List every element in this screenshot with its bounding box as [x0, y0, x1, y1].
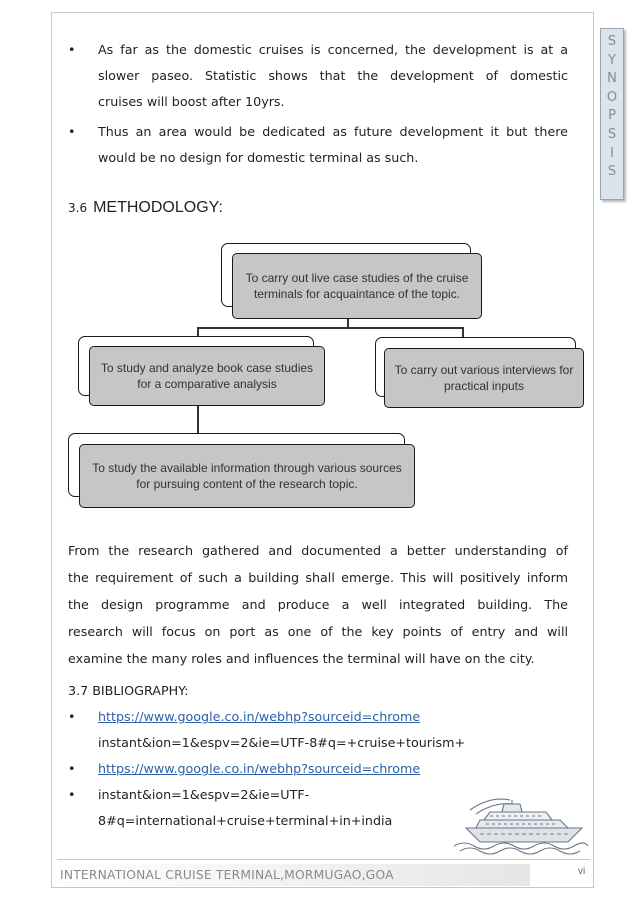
- connector-line: [462, 327, 464, 337]
- bibliography-row: [68, 756, 568, 782]
- bullet-marker: •: [68, 709, 76, 724]
- synopsis-side-tab: [600, 28, 624, 200]
- flow-box-live-case-studies: [232, 253, 482, 319]
- tab-letter: N: [607, 71, 617, 87]
- paragraph-line: the design programme and produce a well integrated building. The: [68, 597, 568, 612]
- bibliography-link[interactable]: https://www.google.co.in/webhp?sourceid=chrome: [98, 709, 421, 724]
- paragraph-line: examine the many roles and influences the terminal will have on the city.: [68, 651, 535, 666]
- footer-title: INTERNATIONAL CRUISE TERMINAL,MORMUGAO,GOA: [60, 864, 530, 886]
- tab-letter: I: [610, 145, 614, 161]
- bullet-line: Thus an area would be dedicated as future development it but there: [98, 124, 568, 139]
- bullet-marker: •: [68, 124, 76, 139]
- paragraph-line: research will focus on port as one of the key points of entry and will: [68, 624, 568, 639]
- footer-divider: [57, 859, 590, 860]
- bibliography-heading: 3.7 BIBLIOGRAPHY:: [68, 683, 189, 698]
- bullet-line: cruises will boost after 10yrs.: [98, 94, 285, 109]
- intro-bullet: [68, 37, 568, 115]
- intro-bullet-list: [68, 37, 568, 171]
- bullet-marker: •: [68, 787, 76, 802]
- research-paragraph: [68, 537, 568, 672]
- paragraph-line: the requirement of such a building shall emerge. This will positively inform: [68, 570, 568, 585]
- flow-box-text: To study the available information through various sources for pursuing content of the research topic.: [92, 461, 402, 491]
- intro-bullet: [68, 119, 568, 171]
- bibliography-text: 8#q=international+cruise+terminal+in+india: [98, 813, 393, 828]
- section-number: 3.6: [68, 201, 88, 215]
- bullet-line: As far as the domestic cruises is concerned, the development is at a: [98, 42, 568, 57]
- paragraph-line: From the research gathered and documented a better understanding of: [68, 543, 568, 558]
- cruise-ship-illustration: [450, 790, 590, 856]
- tab-letter: Y: [608, 52, 616, 68]
- bibliography-link[interactable]: https://www.google.co.in/webhp?sourceid=chrome: [98, 761, 421, 776]
- bibliography-row: [68, 704, 568, 730]
- tab-letter: S: [607, 126, 617, 142]
- tab-letter: O: [606, 89, 618, 105]
- bibliography-row: [68, 730, 568, 756]
- page-number: vi: [578, 866, 586, 877]
- flow-box-text: To study and analyze book case studies for a comparative analysis: [100, 361, 314, 391]
- flow-box-interviews: [384, 348, 584, 408]
- flow-box-text: To carry out various interviews for practical inputs: [394, 363, 574, 393]
- flow-box-available-information: [79, 444, 415, 508]
- connector-line: [197, 327, 462, 329]
- flow-box-text: To carry out live case studies of the cruise terminals for acquaintance of the topic.: [245, 271, 469, 301]
- bullet-line: slower paseo. Statistic shows that the development of domestic: [98, 68, 568, 83]
- bullet-marker: •: [68, 761, 76, 776]
- section-title: METHODOLOGY:: [93, 199, 223, 216]
- flow-box-book-case-studies: [89, 346, 325, 406]
- connector-line: [197, 403, 199, 433]
- tab-letter: S: [607, 34, 617, 49]
- tab-letter: S: [607, 164, 617, 180]
- methodology-heading: [68, 197, 223, 217]
- tab-letter: P: [608, 108, 616, 124]
- bullet-line: would be no design for domestic terminal as such.: [98, 150, 419, 165]
- bullet-marker: •: [68, 42, 76, 57]
- bibliography-text: instant&ion=1&espv=2&ie=UTF-: [98, 787, 310, 802]
- bibliography-text: instant&ion=1&espv=2&ie=UTF-8#q=+cruise+tourism+: [98, 735, 466, 750]
